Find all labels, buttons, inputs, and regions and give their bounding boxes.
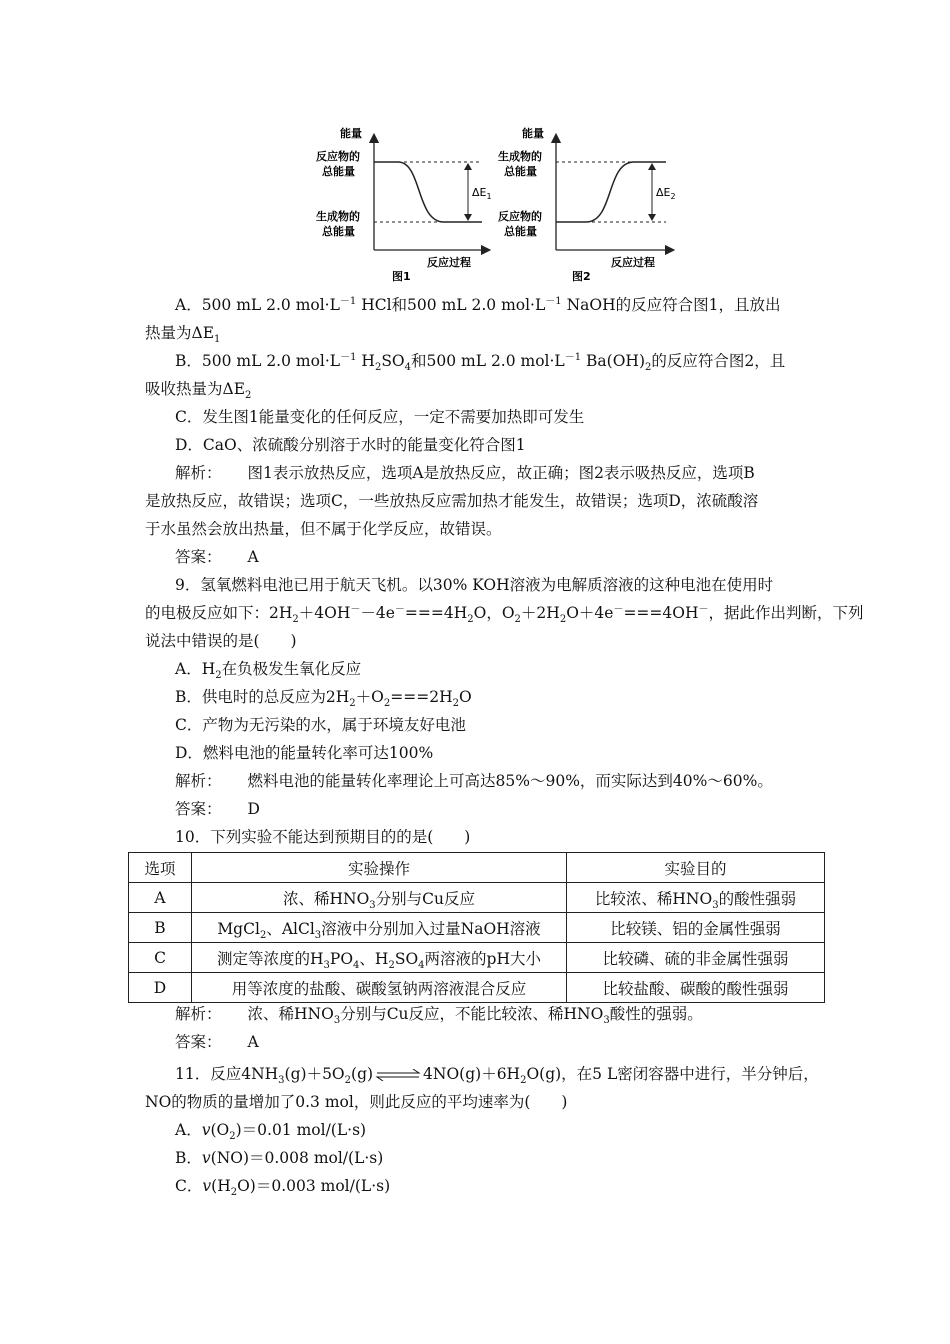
q11-stem-line2: NO的物质的量增加了0.3 mol，则此反应的平均速率为( ) [145,1093,568,1111]
q9-analysis: 解析： 燃料电池的能量转化率理论上可高达85%～90%，而实际达到40%～60%。 [175,772,773,790]
top-level-label-1: 生成物的 [498,150,542,163]
q8-option-a-line1: A．500 mL 2.0 $mol\cdot L^{-1}$ HCl和500 mL 2.0 $mol\cdot L^{-1}$ NaOH的反应符合图1，且放出 [175,295,781,314]
header-operation: 实验操作 [192,853,567,883]
q9-answer: 答案： D [175,800,260,818]
bottom-level-label-2: 总能量 [322,225,355,238]
x-axis-label: 反应过程 [611,256,655,269]
q9-stem-line3: 说法中错误的是( ) [145,632,297,650]
energy-curve [374,162,482,222]
q11-option-c: C．$v(H_2O)=0.003$ mol/(L·s) [175,1177,391,1199]
table-row [129,883,825,913]
row-operation: 用等浓度的盐酸、碳酸氢钠两溶液混合反应 [192,973,567,1003]
energy-curve [556,162,666,222]
row-goal: 比较镁、铝的金属性强弱 [567,913,825,943]
table-header-row [129,853,825,883]
q8-option-c: C．发生图1能量变化的任何反应，一定不需要加热即可发生 [175,408,585,426]
row-option: D [129,973,192,1003]
bottom-level-label-1: 反应物的 [498,210,542,223]
bottom-level-label-1: 生成物的 [316,210,360,223]
top-level-label-2: 总能量 [504,165,537,178]
header-goal: 实验目的 [567,853,825,883]
figure-1-energy-diagram [310,120,500,285]
q11-option-b: B．v(NO)＝0.008 mol/(L·s) [175,1149,384,1167]
q8-option-b-line1: B．500 mL 2.0 $mol\cdot L^{-1}$ $H_2SO_4$和500 mL 2.0 $mol\cdot L^{-1}$ $Ba(OH)_2$的反应符合图2，且 [175,351,786,374]
figure-caption: 图1 [392,270,411,283]
q8-analysis-line2: 是放热反应，故错误；选项C，一些放热反应需加热才能发生，故错误；选项D，浓硫酸溶 [145,492,759,510]
q10-analysis: 解析： 浓、稀$HNO_3$分别与Cu反应，不能比较浓、稀$HNO_3$酸性的强弱。 [175,1005,703,1027]
table-row [129,973,825,1003]
row-option: B [129,913,192,943]
q9-option-a: A．$H_2$在负极发生氧化反应 [175,660,362,682]
row-option: C [129,943,192,973]
row-option: A [129,883,192,913]
row-goal: 比较盐酸、碳酸的酸性强弱 [567,973,825,1003]
y-axis-label: 能量 [340,127,362,140]
table-row [129,913,825,943]
q8-analysis-line1: 解析： 图1表示放热反应，选项A是放热反应，故正确；图2表示吸热反应，选项B [175,464,755,482]
q11-option-a: A．$v(O_2)=0.01$ mol/(L·s) [175,1121,367,1143]
x-axis-label: 反应过程 [427,256,471,269]
q9-option-d: D．燃料电池的能量转化率可达100% [175,744,434,762]
q9-stem-line1: 9．氢氧燃料电池已用于航天飞机。以30% KOH溶液为电解质溶液的这种电池在使用时 [175,576,774,594]
q10-answer: 答案： A [175,1033,259,1051]
reversible-arrow-icon [375,1069,421,1081]
row-operation: MgCl$_2$、AlCl$_3$溶液中分别加入过量NaOH溶液 [192,913,567,943]
figure-2-energy-diagram [494,120,684,285]
q8-option-d: D．CaO、浓硫酸分别溶于水时的能量变化符合图1 [175,436,526,454]
q8-option-a-line2: 热量为$\Delta E_1$ [145,324,221,346]
q9-stem-line2: 的电极反应如下：$2H_2+4OH^--4e^-===4H_2O$，$O_2+2H_2O+4e^-===4OH^-$，据此作出判断，下列 [145,603,864,626]
header-option: 选项 [129,853,192,883]
q9-option-c: C．产物为无污染的水，属于环境友好电池 [175,716,466,734]
q11-stem-line1: 11．反应$4NH_3(g)+5O_2(g)$ $4NO(g)+6H_2O(g)$，在5 L密闭容器中进行，半分钟后， [175,1065,819,1087]
top-level-label-2: 总能量 [322,165,355,178]
q9-option-b: B．供电时的总反应为$2H_2+O_2===2H_2O$ [175,688,472,710]
row-goal: 比较磷、硫的非金属性强弱 [567,943,825,973]
top-level-label-1: 反应物的 [316,150,360,163]
table-row [129,943,825,973]
row-operation: 浓、稀$HNO_3$分别与Cu反应 [192,883,567,913]
row-operation: 测定等浓度的$H_3PO_4$、$H_2SO_4$两溶液的pH大小 [192,943,567,973]
q10-stem: 10．下列实验不能达到预期目的的是( ) [175,828,471,846]
delta-label: $\Delta E_1$ [472,186,492,201]
bottom-level-label-2: 总能量 [504,225,537,238]
q10-table [128,852,825,1003]
figure-caption: 图2 [572,270,591,283]
delta-label: $\Delta E_2$ [656,186,676,201]
q8-option-b-line2: 吸收热量为$\Delta E_2$ [145,380,252,402]
row-goal: 比较浓、稀$HNO_3$的酸性强弱 [567,883,825,913]
q8-answer: 答案： A [175,548,259,566]
q8-analysis-line3: 于水虽然会放出热量，但不属于化学反应，故错误。 [145,520,502,538]
y-axis-label: 能量 [522,127,544,140]
